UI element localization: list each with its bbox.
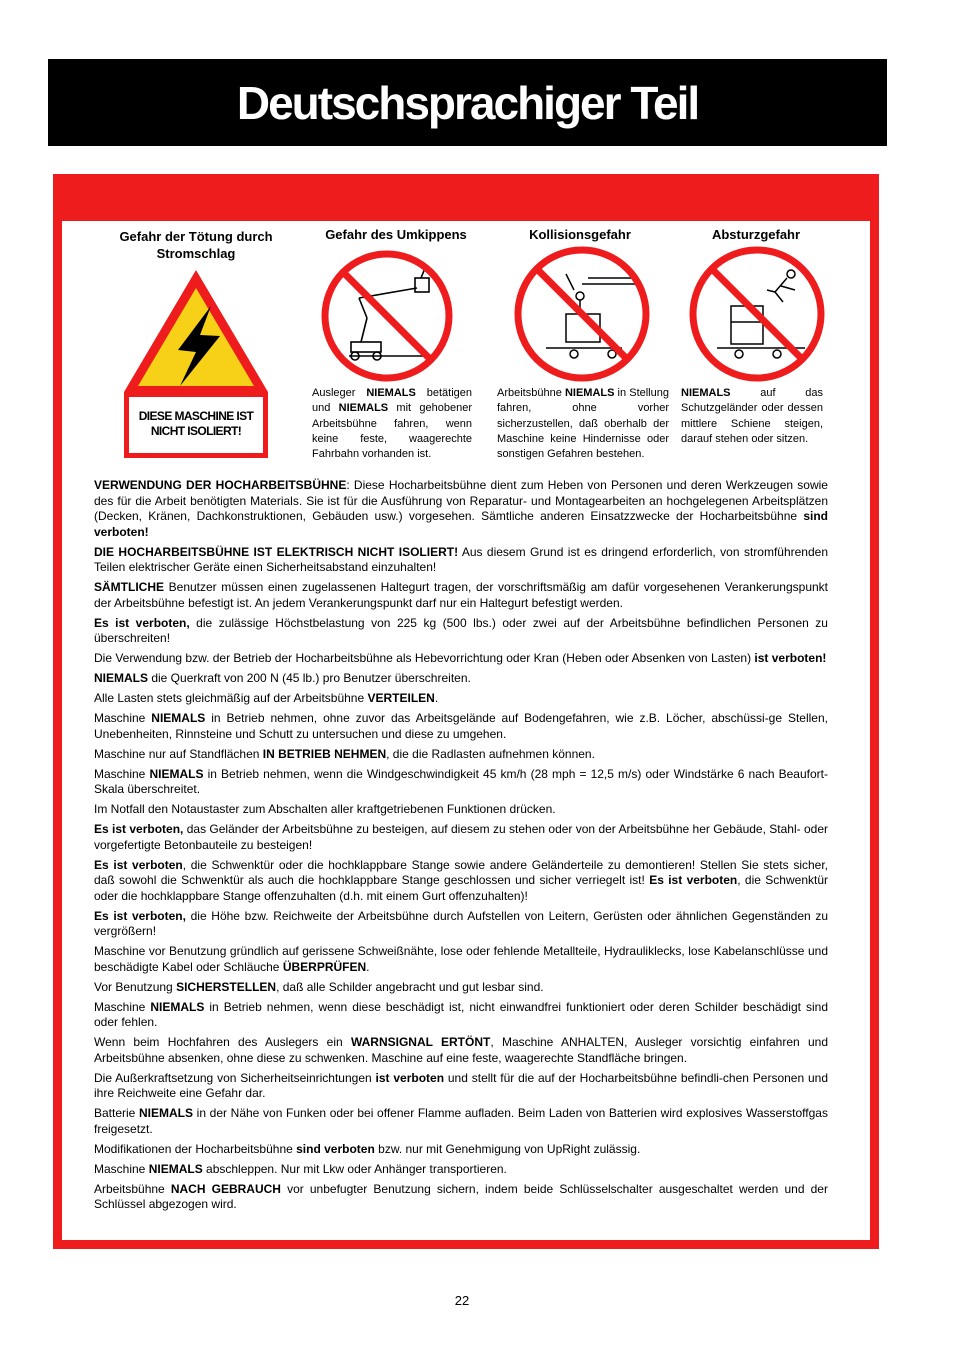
- rule-paragraph: Es ist verboten, die Schwenktür oder die hochklappbare Stange sowie andere Geländerteile zu demontieren! Stellen Sie stets sicher, daß sowohl die Schwenktür als auch die hochklappbare Stange geschlossen und sicher verriegelt ist! Es ist verboten, die Schwenktür oder die hochklappbare Stange offenzuhalten (d.h. mit einem Gurt offenzuhalten)!: [94, 857, 829, 903]
- title-bar: [48, 59, 887, 146]
- rule-paragraph: Maschine vor Benutzung gründlich auf gerissene Schweißnähte, lose oder fehlende Metallteile, Hydrauliklecks, lose Kabelanschlüsse und beschädigte Kabel oder Schläuche ÜBERPRÜFEN.: [94, 944, 828, 974]
- rule-paragraph: Es ist verboten, das Geländer der Arbeitsbühne zu besteigen, auf diesem zu stehen oder von der Arbeitsbühne her Gebäude, Stahl- oder vorgefertigte Betonbauteile zu besteigen!: [94, 822, 828, 852]
- rule-paragraph: Vor Benutzung SICHERSTELLEN, daß alle Schilder angebracht und gut lesbar sind.: [94, 979, 544, 994]
- tipover-text: Ausleger NIEMALS betätigen und NIEMALS mit gehobener Arbeitsbühne fahren, wenn keine feste, waagerechte Fahrbahn vorhanden ist.: [312, 387, 472, 461]
- fall-title: Absturzgefahr: [711, 227, 801, 242]
- fall-prohibition-icon: [687, 244, 827, 384]
- tipover-prohibition-icon: [319, 248, 455, 384]
- not-insulated-sign: DIESE MASCHINE IST NICHT ISOLIERT!: [138, 409, 254, 438]
- rule-paragraph: Im Notfall den Notaustaster zum Abschalten aller kraftgetriebenen Funktionen drücken.: [94, 802, 556, 816]
- rule-paragraph: Alle Lasten stets gleichmäßig auf der Arbeitsbühne VERTEILEN.: [94, 691, 439, 705]
- electrocution-title: Gefahr der Tötung durch Stromschlag: [119, 229, 273, 261]
- rule-paragraph: Die Verwendung bzw. der Betrieb der Hocharbeitsbühne als Hebevorrichtung oder Kran (Heben oder Absenken von Lasten) ist verboten!: [94, 651, 827, 665]
- collision-text: Arbeitsbühne NIEMALS in Stellung fahren, ohne vorher sicherzustellen, daß oberhalb der Maschine keine Hindernisse oder sonstigen Gefahren bestehen.: [497, 387, 669, 461]
- rule-paragraph: Es ist verboten, die Höhe bzw. Reichweite der Arbeitsbühne durch Aufstellen von Leitern, Gerüsten oder ähnlichen Gegenständen zu vergrößern!: [94, 908, 828, 938]
- rule-paragraph: VERWENDUNG DER HOCHARBEITSBÜHNE: Diese Hocharbeitsbühne dient zum Heben von Personen und deren Werkzeugen sowie des für die Arbeit benötigten Materials. Sie ist für die Ausführung von Reparatur- und Montagearbeiten an hochgelegenen Arbeitsplätzen (Decken, Kränen, Dachkonstruktionen, Gebäuden usw.) vorgesehen. Sämtliche anderen Einsatzzwecke der Hocharbeitsbühne sind verboten!: [94, 478, 828, 539]
- tipover-title: Gefahr des Umkippens: [325, 227, 467, 242]
- rule-paragraph: Arbeitsbühne NACH GEBRAUCH vor unbefugter Benutzung sichern, indem beide Schlüsselschalter ausgeschaltet werden und der Schlüssel abgezogen wird.: [94, 1181, 828, 1211]
- rule-paragraph: Maschine NIEMALS in Betrieb nehmen, wenn diese beschädigt ist, nicht einwandfrei funktioniert oder deren Schilder beschädigt sind oder fehlen.: [94, 999, 828, 1029]
- collision-title: Kollisionsgefahr: [529, 227, 631, 242]
- page-title: Deutschsprachiger Teil: [236, 76, 699, 129]
- rule-paragraph: Modifikationen der Hocharbeitsbühne sind verboten bzw. nur mit Genehmigung von UpRight zulässig.: [94, 1141, 641, 1156]
- rule-paragraph: Maschine NIEMALS in Betrieb nehmen, wenn die Windgeschwindigkeit 45 km/h (28 mph = 12,5 m/s) oder Windstärke 6 nach Beaufort-Skala überschreitet.: [94, 766, 828, 796]
- rule-paragraph: Die Außerkraftsetzung von Sicherheitseinrichtungen ist verboten und stellt für die auf der Hocharbeitsbühne befindli-chen Personen und ihre Reichweite eine Gefahr dar.: [94, 1070, 829, 1100]
- safety-rules-text: [94, 478, 828, 1217]
- rule-paragraph: DIE HOCHARBEITSBÜHNE IST ELEKTRISCH NICHT ISOLIERT! Aus diesem Grund ist es dringend erforderlich, von stromführenden Teilen elektrischer Geräte einen Sicherheitsabstand einzuhalten!: [94, 544, 828, 574]
- rule-paragraph: Wenn beim Hochfahren des Auslegers ein WARNSIGNAL ERTÖNT, Maschine ANHALTEN, Ausleger vorsichtig einfahren und Arbeitsbühne absenken, ohne diese zu schwenken. Maschine auf eine feste, waagerechte Standfläche bringen.: [94, 1035, 828, 1065]
- rule-paragraph: SÄMTLICHE Benutzer müssen einen zugelassenen Haltegurt tragen, der vorschriftsmäßig am dafür vorgesehenen Verankerungspunkt der Arbeitsbühne befestigt ist. An jedem Verankerungspunkt darf nur ein Haltegurt befestigt werden.: [94, 580, 828, 610]
- fall-text: NIEMALS auf das Schutzgeländer oder dessen mittlere Schiene steigen, darauf stehen oder sitzen.: [681, 387, 823, 445]
- rule-paragraph: Es ist verboten, die zulässige Höchstbelastung von 225 kg (500 lbs.) oder zwei auf der Arbeitsbühne befindlichen Personen zu überschreiten!: [94, 615, 828, 645]
- collision-prohibition-icon: [512, 244, 652, 384]
- rule-paragraph: Maschine NIEMALS abschleppen. Nur mit Lkw oder Anhänger transportieren.: [94, 1161, 507, 1176]
- rule-paragraph: Maschine NIEMALS in Betrieb nehmen, ohne zuvor das Arbeitsgelände auf Bodengefahren, wie z.B. Löcher, abschüssi-ge Stellen, Unebenheiten, Rinnsteine und Schutt zu untersuchen und diese zu umgehen.: [94, 711, 828, 741]
- rule-paragraph: Batterie NIEMALS in der Nähe von Funken oder bei offener Flamme aufladen. Beim Laden von Batterien wird explosives Wasserstoffgas freigesetzt.: [94, 1106, 828, 1136]
- rule-paragraph: Maschine nur auf Standflächen IN BETRIEB NEHMEN, die die Radlasten aufnehmen können.: [94, 746, 595, 761]
- page-number: 22: [454, 1293, 470, 1308]
- rule-paragraph: NIEMALS die Querkraft von 200 N (45 lb.) pro Benutzer überschreiten.: [94, 671, 471, 685]
